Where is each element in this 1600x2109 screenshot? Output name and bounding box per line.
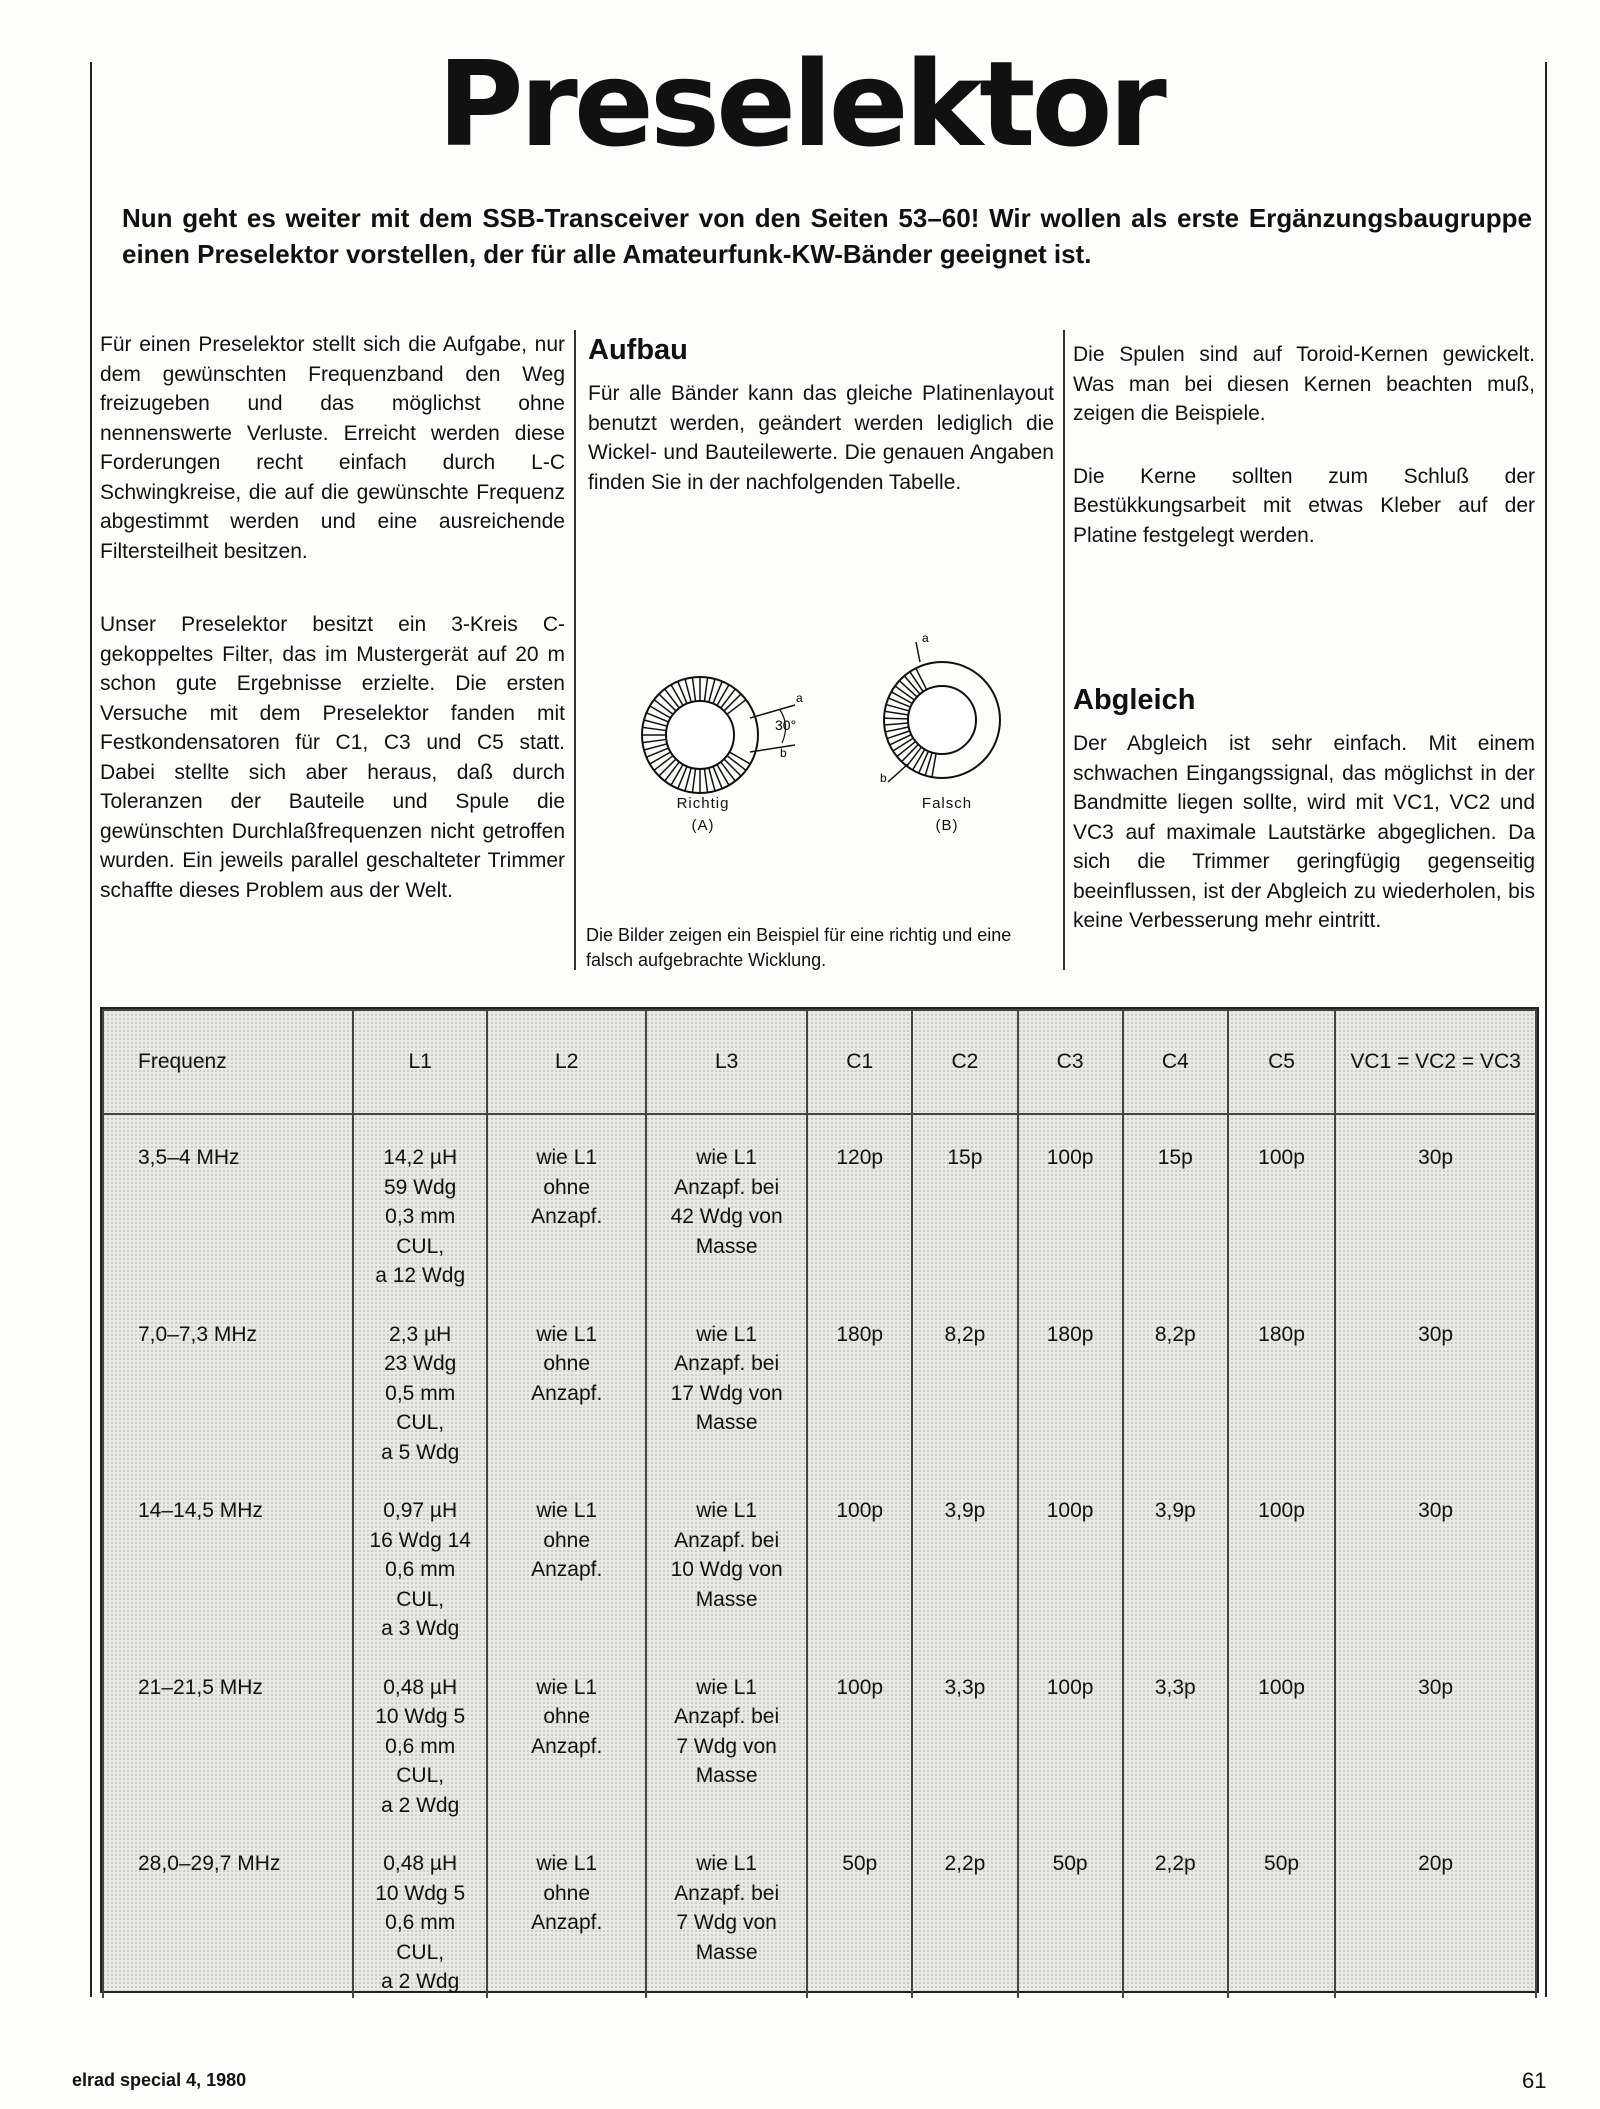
winding-turn — [692, 769, 695, 793]
cell-c2: 3,9p — [912, 1468, 1017, 1645]
column-1-paragraph-2: Unser Preselektor besitzt ein 3-Kreis C-gekoppeltes Filter, das im Mustergerät auf 20 m schon gute Ergebnisse erzielte. Die ersten Versuche mit dem Preselektor fanden mit Festkondensatoren für C1, C3 und C5 statt. Dabei stellte sich aber heraus, daß durch Toleranzen der Bauteile und Spule die gewünschten Durchlaßfrequenzen nicht getroffen wurden. Ein jeweils parallel geschalteter Trimmer schaffte dieses Problem aus der Welt. — [100, 613, 565, 902]
cell-l1: 0,48 µH 10 Wdg 5 0,6 mm CUL, a 2 Wdg — [353, 1645, 487, 1822]
winding-turn — [654, 756, 673, 771]
winding-turn — [685, 679, 691, 702]
cell-l1: 0,48 µH 10 Wdg 5 0,6 mm CUL, a 2 Wdg — [353, 1821, 487, 1998]
intro-lead: Nun geht es weiter mit dem SSB-Transceiver von den Seiten 53–60! Wir wollen als erste Ergänzungsbaugruppe einen Preselektor vorstellen, der für alle Amateurfunk-KW-Bänder geeignet ist. — [122, 203, 1532, 269]
cell-c4: 8,2p — [1123, 1292, 1228, 1469]
header-c4: C4 — [1123, 1010, 1228, 1114]
cell-l3: wie L1 Anzapf. bei 42 Wdg von Masse — [646, 1114, 807, 1292]
cell-frequenz: 21–21,5 MHz — [103, 1645, 353, 1822]
winding-turn — [897, 741, 916, 756]
column-divider-1 — [574, 330, 576, 970]
winding-turn — [884, 723, 908, 725]
table-row — [103, 1114, 1536, 1292]
cell-c3: 50p — [1018, 1821, 1123, 1998]
winding-turn — [709, 768, 715, 791]
cell-l3: wie L1 Anzapf. bei 17 Wdg von Masse — [646, 1292, 807, 1469]
cell-c1: 120p — [807, 1114, 912, 1292]
winding-turn — [642, 727, 666, 730]
column-3-paragraph-1: Die Spulen sind auf Toroid-Kernen gewickelt. Was man bei diesen Kernen beachten muß, zeigen die Beispiele. — [1073, 343, 1535, 425]
winding-turn — [654, 700, 673, 715]
header-c1: C1 — [807, 1010, 912, 1114]
cell-c3: 180p — [1018, 1292, 1123, 1469]
toroid-wrong — [884, 642, 1000, 782]
figure-tag-b: (B) — [935, 817, 959, 834]
column-2-paragraph-1: Für alle Bänder kann das gleiche Platinenlayout benutzt werden, geändert werden lediglich die Wickel- und Bauteilewerte. Die genauen Angaben finden Sie in der nachfolgenden Tabelle. — [588, 382, 1054, 494]
cell-c3: 100p — [1018, 1468, 1123, 1645]
cell-c1: 50p — [807, 1821, 912, 1998]
winding-turn — [884, 718, 908, 719]
cell-c1: 180p — [807, 1292, 912, 1469]
cell-c3: 100p — [1018, 1645, 1123, 1822]
footer-source: elrad special 4, 1980 — [72, 2070, 247, 2090]
winding-turn — [644, 720, 667, 726]
page-number: 61 — [1522, 2068, 1547, 2093]
table-header-row — [103, 1010, 1536, 1114]
winding-turn — [724, 759, 741, 776]
winding-turn — [659, 759, 676, 776]
cell-l3: wie L1 Anzapf. bei 7 Wdg von Masse — [646, 1645, 807, 1822]
toroid-winding-figure — [620, 630, 1040, 860]
cell-frequenz: 14–14,5 MHz — [103, 1468, 353, 1645]
winding-turn — [932, 753, 936, 777]
header-l2: L2 — [487, 1010, 646, 1114]
winding-turn — [704, 677, 707, 701]
winding-turn — [885, 727, 908, 732]
cell-c4: 3,3p — [1123, 1645, 1228, 1822]
toroid-correct — [642, 677, 795, 793]
component-table — [100, 1007, 1539, 1993]
winding-turn — [899, 681, 917, 697]
winding-turn — [904, 676, 920, 694]
cell-l2: wie L1 ohne Anzapf. — [487, 1645, 646, 1822]
winding-turn — [910, 672, 923, 692]
mark-a-label: a — [796, 691, 803, 705]
winding-turn — [902, 744, 919, 761]
cell-c1: 100p — [807, 1645, 912, 1822]
heading-aufbau: Aufbau — [588, 334, 688, 366]
winding-turn — [721, 762, 736, 781]
header-l3: L3 — [646, 1010, 807, 1114]
column-1-paragraph-1: Für einen Preselektor stellt sich die Aufgabe, nur dem gewünschten Frequenzband den Weg freizugeben und das möglichst ohne nennenswerte Verluste. Erreicht werden diese Forderungen recht einfach durch L-C Schwingkreise, die auf die gewünschte Frequenz abgestimmt werden und eine ausreichende Filtersteilheit besitzen. — [100, 333, 565, 563]
figure-label-falsch: Falsch — [921, 795, 973, 812]
winding-turn — [727, 700, 746, 715]
cell-l2: wie L1 ohne Anzapf. — [487, 1114, 646, 1292]
frame-left-rule — [90, 62, 92, 1997]
cell-vc: 30p — [1335, 1114, 1536, 1292]
cell-c5: 100p — [1228, 1645, 1335, 1822]
winding-turn — [665, 762, 680, 781]
header-c2: C2 — [912, 1010, 1017, 1114]
cell-c2: 15p — [912, 1114, 1017, 1292]
cell-vc: 30p — [1335, 1468, 1536, 1645]
cell-c2: 2,2p — [912, 1821, 1017, 1998]
cell-c4: 15p — [1123, 1114, 1228, 1292]
cell-vc: 30p — [1335, 1645, 1536, 1822]
cell-frequenz: 3,5–4 MHz — [103, 1114, 353, 1292]
winding-turn — [891, 692, 912, 704]
winding-turn — [913, 749, 925, 770]
cell-c2: 8,2p — [912, 1292, 1017, 1469]
winding-turn — [916, 668, 927, 689]
cell-vc: 20p — [1335, 1821, 1536, 1998]
angle-label: 30° — [775, 717, 797, 733]
cell-c2: 3,3p — [912, 1645, 1017, 1822]
cell-c5: 100p — [1228, 1114, 1335, 1292]
page-title: Preselektor — [437, 35, 1163, 173]
winding-turn — [685, 768, 691, 791]
winding-turn — [665, 689, 680, 708]
cell-l3: wie L1 Anzapf. bei 7 Wdg von Masse — [646, 1821, 807, 1998]
cell-l1: 2,3 µH 23 Wdg 0,5 mm CUL, a 5 Wdg — [353, 1292, 487, 1469]
mark-b-label: b — [780, 746, 787, 760]
cell-l1: 0,97 µH 16 Wdg 14 0,6 mm CUL, a 3 Wdg — [353, 1468, 487, 1645]
cell-l3: wie L1 Anzapf. bei 10 Wdg von Masse — [646, 1468, 807, 1645]
winding-turn — [704, 769, 707, 793]
header-vc: VC1 = VC2 = VC3 — [1335, 1010, 1536, 1114]
table-row — [103, 1821, 1536, 1998]
winding-turn — [642, 739, 666, 742]
table-row — [103, 1468, 1536, 1645]
cell-frequenz: 28,0–29,7 MHz — [103, 1821, 353, 1998]
column-3-paragraph-2: Die Kerne sollten zum Schluß der Bestükkungsarbeit mit etwas Kleber auf der Platine festgelegt werden. — [1073, 464, 1535, 547]
winding-turn — [727, 756, 746, 771]
cell-c4: 2,2p — [1123, 1821, 1228, 1998]
winding-turn — [885, 711, 909, 715]
header-l1: L1 — [353, 1010, 487, 1114]
cell-c4: 3,9p — [1123, 1468, 1228, 1645]
abgleich-section — [1073, 683, 1535, 936]
cell-c3: 100p — [1018, 1114, 1123, 1292]
winding-turn — [659, 694, 676, 711]
header-c3: C3 — [1018, 1010, 1123, 1114]
winding-turn — [893, 738, 913, 751]
column-divider-2 — [1063, 330, 1065, 970]
winding-turn — [721, 689, 736, 708]
winding-turn — [724, 694, 741, 711]
figure-label-richtig: Richtig — [676, 795, 730, 812]
cell-l2: wie L1 ohne Anzapf. — [487, 1468, 646, 1645]
cell-vc: 30p — [1335, 1292, 1536, 1469]
component-values-table — [102, 1009, 1537, 1998]
abgleich-paragraph: Der Abgleich ist sehr einfach. Mit einem schwachen Eingangssignal, das möglichst in der Bandmitte liegen sollte, wird mit VC1, VC2 und VC3 auf maximale Lautstärke abgeglichen. Da sich die Trimmer geringfügig gegenseitig beeinflussen, ist der Abgleich zu wiederholen, bis keine Verbesserung mehr eintritt. — [1073, 732, 1535, 932]
header-frequenz: Frequenz — [103, 1010, 353, 1114]
cell-l2: wie L1 ohne Anzapf. — [487, 1821, 646, 1998]
cell-c5: 180p — [1228, 1292, 1335, 1469]
mark-b-label-b: b — [880, 771, 887, 785]
winding-turn — [729, 752, 750, 764]
cell-c1: 100p — [807, 1468, 912, 1645]
cell-l2: wie L1 ohne Anzapf. — [487, 1292, 646, 1469]
winding-turn — [709, 679, 715, 702]
cell-c5: 100p — [1228, 1468, 1335, 1645]
figure-caption: Die Bilder zeigen ein Beispiel für eine richtig und eine falsch aufgebrachte Wicklung. — [586, 925, 1012, 970]
heading-abgleich: Abgleich — [1073, 684, 1196, 716]
figure-tag-a: (A) — [691, 817, 715, 834]
column-3 — [1073, 340, 1535, 550]
header-c5: C5 — [1228, 1010, 1335, 1114]
table-row — [103, 1645, 1536, 1822]
column-1 — [100, 330, 565, 905]
cell-l1: 14,2 µH 59 Wdg 0,3 mm CUL, a 12 Wdg — [353, 1114, 487, 1292]
column-2 — [588, 333, 1054, 497]
table-row — [103, 1292, 1536, 1469]
cell-frequenz: 7,0–7,3 MHz — [103, 1292, 353, 1469]
winding-turn — [895, 686, 914, 700]
winding-turn — [692, 677, 695, 701]
mark-a-label-b: a — [922, 631, 929, 645]
cell-c5: 50p — [1228, 1821, 1335, 1998]
winding-turn — [907, 747, 922, 766]
frame-right-rule — [1545, 62, 1547, 1997]
winding-turn — [644, 744, 667, 750]
